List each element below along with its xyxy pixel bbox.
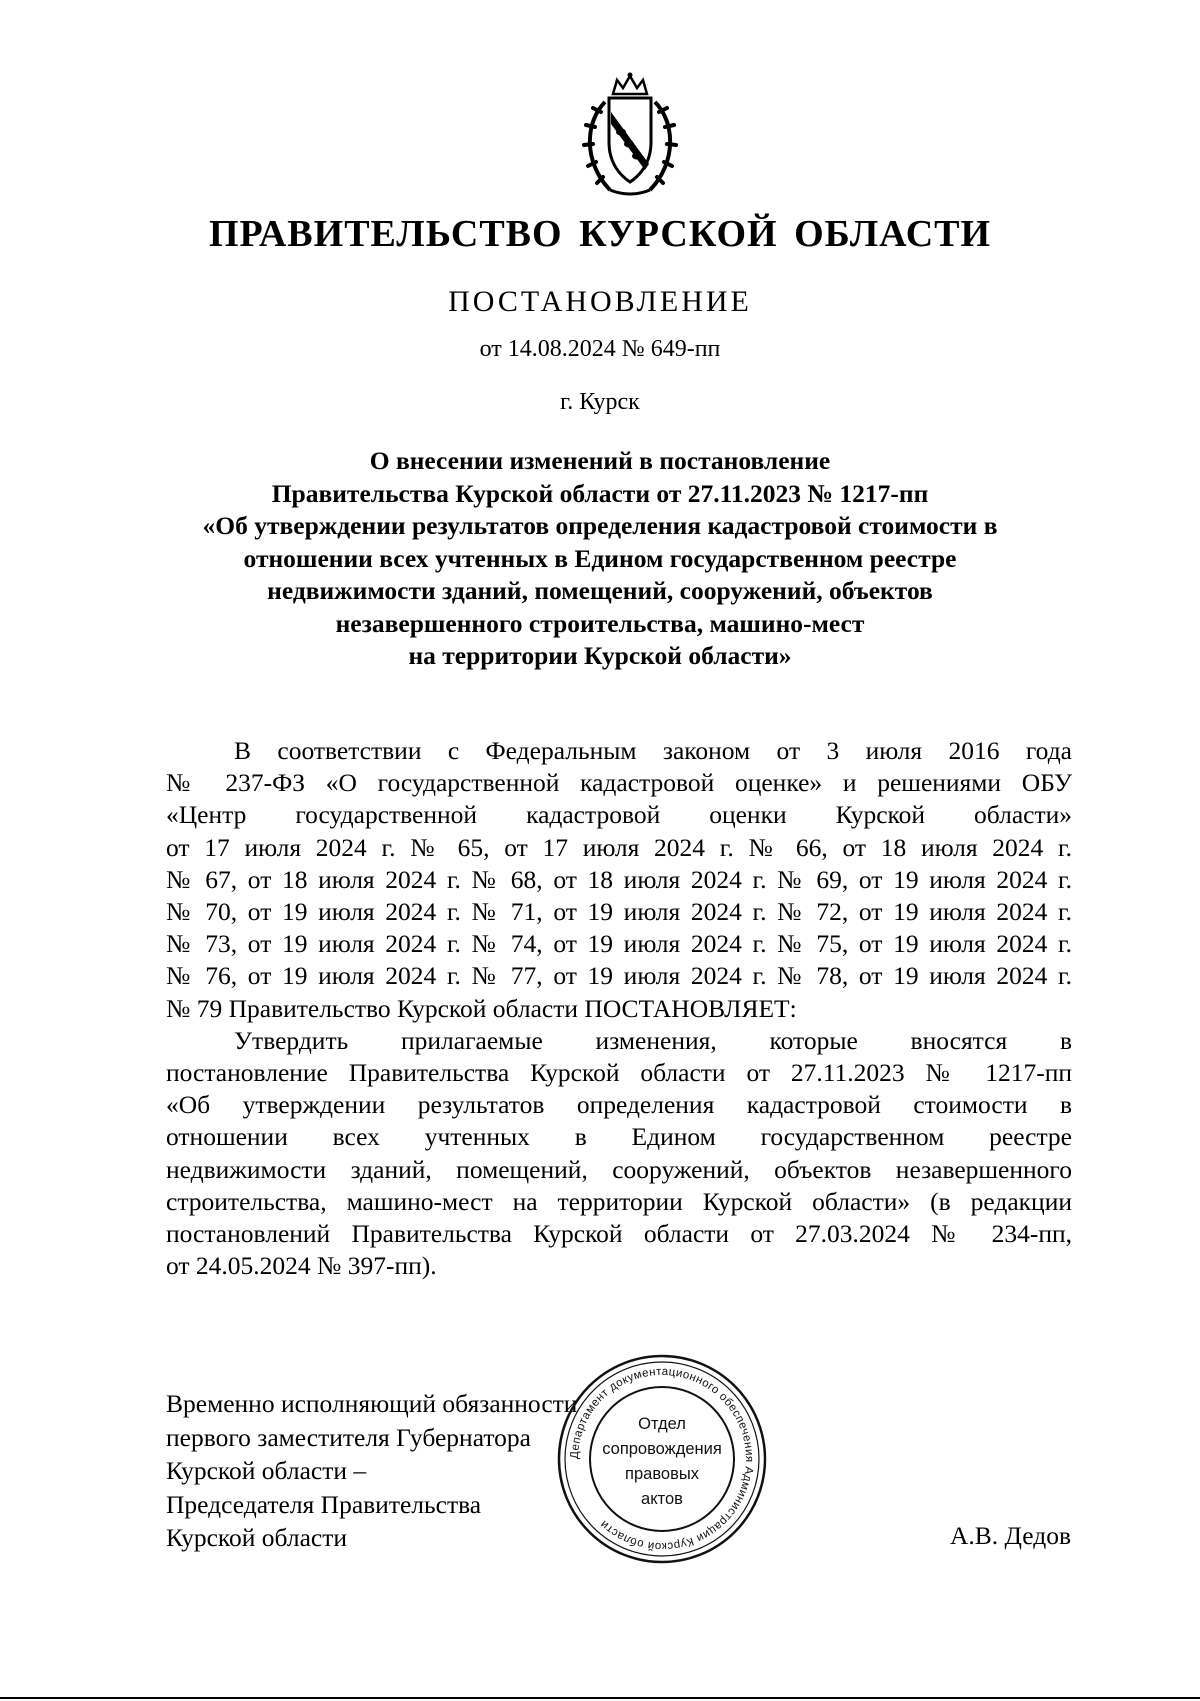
document-city: г. Курск	[560, 389, 640, 415]
heading-line: «Об утверждении результатов определения кадастровой стоимости в	[202, 511, 998, 540]
position-line: Курской области	[166, 1523, 348, 1552]
heading-line: на территории Курской области»	[408, 641, 792, 670]
heading-line: незавершенного строительства, машино-мест	[335, 608, 865, 638]
body-line: недвижимости зданий, помещений, сооружений, объектов незавершенного	[166, 1154, 1072, 1184]
body-line: «Об утверждении результатов определения кадастровой стоимости в	[166, 1090, 1072, 1120]
heading-line: О внесении изменений в постановление	[369, 446, 831, 475]
stamp-ring-text: Департамент документационного обеспечения Администрации Курской области	[568, 1365, 756, 1553]
stamp-line: правовых	[625, 1465, 699, 1483]
body-line: строительства, машино-мест на территории Курской области» (в редакции	[166, 1186, 1072, 1216]
body-line: от 17 июля 2024 г. № 65, от 17 июля 2024 г. № 66, от 18 июля 2024 г.	[166, 832, 1072, 862]
body-line: № 76, от 19 июля 2024 г. № 77, от 19 июля 2024 г. № 78, от 19 июля 2024 г.	[166, 961, 1072, 991]
document-heading	[150, 445, 1050, 673]
body-line: постановление Правительства Курской области от 27.11.2023 № 1217-пп	[166, 1058, 1072, 1088]
body-line: Утвердить прилагаемые изменения, которые вносятся в	[234, 1025, 1072, 1055]
stamp-line: актов	[641, 1490, 683, 1508]
stamp-line: Отдел	[638, 1415, 686, 1433]
body-line: № 237-ФЗ «О государственной кадастровой оценке» и решениями ОБУ	[166, 768, 1072, 798]
body-line: № 73, от 19 июля 2024 г. № 74, от 19 июля 2024 г. № 75, от 19 июля 2024 г.	[166, 929, 1072, 959]
body-line: В соответствии с Федеральным законом от 3 июля 2016 года	[234, 736, 1072, 765]
signatory-name: А.В. Дедов	[950, 1521, 1072, 1550]
document-type: ПОСТАНОВЛЕНИЕ	[448, 285, 752, 318]
document-body	[166, 735, 1072, 1282]
organization-title: ПРАВИТЕЛЬСТВО КУРСКОЙ ОБЛАСТИ	[208, 213, 992, 255]
body-line: № 79 Правительство Курской области ПОСТАНОВЛЯЕТ:	[166, 993, 797, 1023]
body-line: от 24.05.2024 № 397-пп).	[166, 1251, 437, 1281]
kursk-coat-of-arms-icon	[565, 72, 695, 202]
page-bottom-edge	[0, 1697, 1200, 1699]
position-line: Курской области –	[166, 1456, 367, 1485]
body-line: постановлений Правительства Курской области от 27.03.2024 № 234-пп,	[166, 1219, 1072, 1249]
body-line: «Центр государственной кадастровой оценки Курской области»	[166, 800, 1072, 830]
body-line: № 67, от 18 июля 2024 г. № 68, от 18 июля 2024 г. № 69, от 19 июля 2024 г.	[166, 864, 1072, 894]
body-line: отношении всех учтенных в Едином государственном реестре	[166, 1122, 1072, 1152]
heading-line: отношении всех учтенных в Едином государственном реестре	[243, 543, 957, 573]
document-date-number: от 14.08.2024 № 649-пп	[479, 336, 721, 362]
heading-line: Правительства Курской области от 27.11.2023 № 1217-пп	[271, 478, 929, 508]
position-line: первого заместителя Губернатора	[166, 1422, 531, 1452]
heading-line: недвижимости зданий, помещений, сооружений, объектов	[267, 576, 933, 605]
signatory-position	[166, 1387, 577, 1555]
position-line: Председателя Правительства	[166, 1489, 482, 1519]
stamp-line: сопровождения	[602, 1440, 722, 1458]
position-line: Временно исполняющий обязанности	[166, 1389, 578, 1418]
stamp-center-text	[586, 1412, 738, 1512]
body-line: № 70, от 19 июля 2024 г. № 71, от 19 июля 2024 г. № 72, от 19 июля 2024 г.	[166, 897, 1072, 927]
